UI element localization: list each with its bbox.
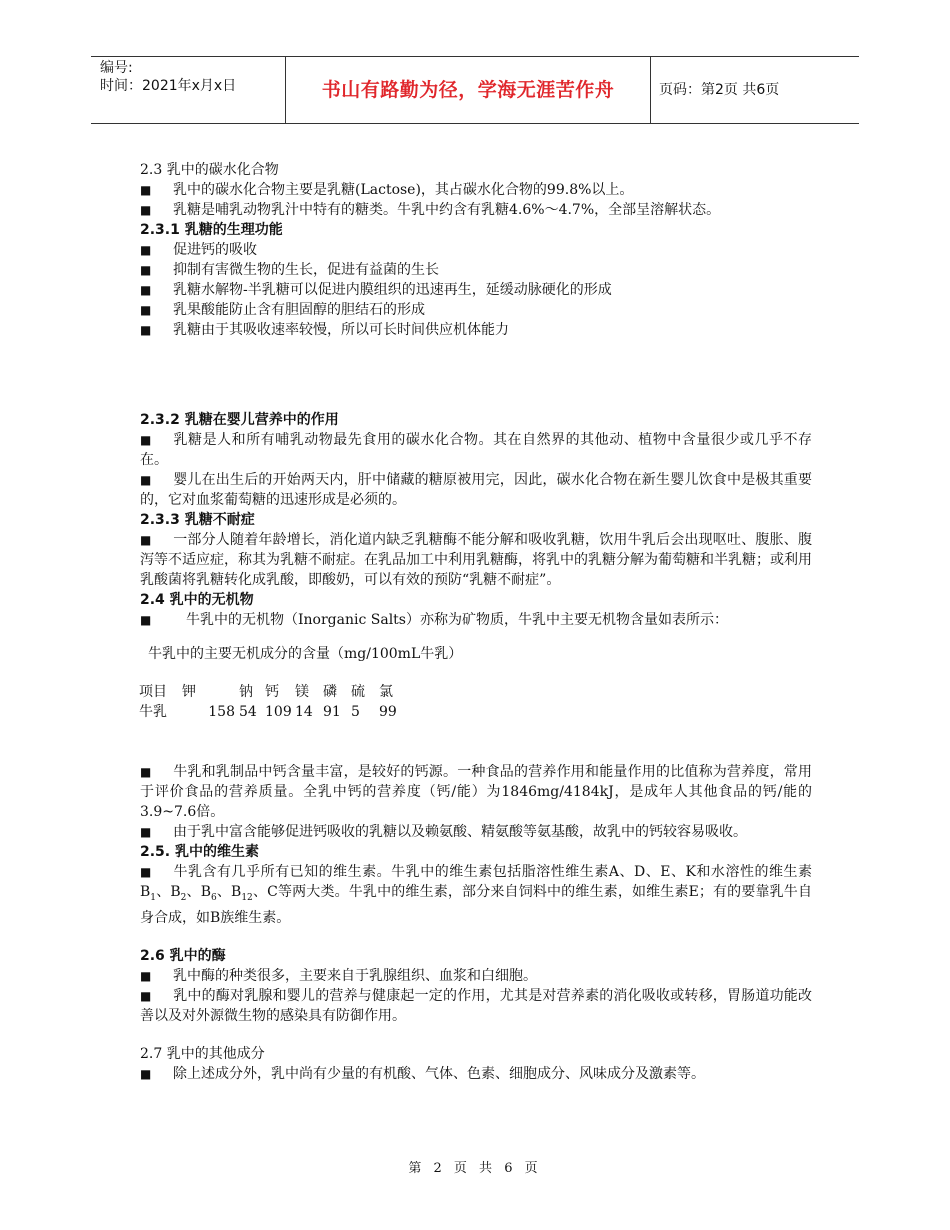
list-item — [140, 260, 812, 280]
paragraph-text: 牛乳含有几乎所有已知的维生素。牛乳中的维生素包括脂溶性维生素A、D、E、K和水溶性的维生素B — [140, 864, 812, 900]
section-title-2-4: 2.4 乳中的无机物 — [140, 592, 254, 608]
bullet-icon: ■ — [140, 283, 152, 297]
section-title-2-5: 2.5. 乳中的维生素 — [140, 844, 259, 860]
bullet-icon: ■ — [140, 433, 152, 447]
bullet-text: 乳糖是哺乳动物乳汁中特有的糖类。牛乳中约含有乳糖4.6%～4.7%，全部呈溶解状态。 — [173, 202, 721, 218]
paragraph — [140, 200, 812, 220]
section-title-2-3-1: 2.3.1 乳糖的生理功能 — [140, 222, 283, 238]
paragraph — [140, 180, 812, 200]
paragraph — [140, 986, 812, 1026]
paragraph — [140, 762, 812, 822]
list-item-text: 乳糖水解物-半乳糖可以促进内膜组织的迅速再生，延缓动脉硬化的形成 — [173, 282, 612, 298]
list-item — [140, 280, 812, 300]
paragraph-text: 乳糖是人和所有哺乳动物最先食用的碳水化合物。其在自然界的其他动、植物中含量很少或几乎不存在。 — [140, 432, 812, 468]
paragraph-text: 、B — [156, 884, 181, 900]
document-body — [140, 160, 812, 1084]
paragraph-text: 乳中的酶对乳腺和婴儿的营养与健康起一定的作用，尤其是对营养素的消化吸收或转移，胃肠道功能改善以及对外源微生物的感染具有防御作用。 — [140, 987, 812, 1024]
bullet-icon: ■ — [140, 303, 152, 317]
subscript: 2 — [180, 892, 187, 903]
bullet-icon: ■ — [140, 263, 152, 277]
table-header-cell: 硫 — [351, 684, 365, 700]
bullet-icon: ■ — [140, 825, 152, 839]
paragraph-text: 、C等两大类。牛乳中的维生素，部分来自饲料中的维生素，如维生素E；有的要靠乳牛自身合成，如B族维生素。 — [140, 884, 812, 926]
bullet-icon: ■ — [140, 765, 152, 779]
paragraph-text: 婴儿在出生后的开始两天内，肝中储藏的糖原被用完，因此，碳水化合物在新生婴儿饮食中是极其重要的，它对血浆葡萄糖的迅速形成是必须的。 — [140, 472, 812, 508]
table-caption: 牛乳中的主要无机成分的含量（mg/100mL牛乳） — [148, 646, 463, 662]
header-motto: 书山有路勤为径，学海无涯苦作舟 — [286, 57, 651, 123]
paragraph — [140, 530, 812, 590]
page-footer: 第 2 页 共 6 页 — [408, 1161, 542, 1176]
list-item-text: 乳糖由于其吸收速率较慢，所以可长时间供应机体能力 — [173, 322, 509, 338]
bullet-icon: ■ — [140, 988, 152, 1003]
table-cell: 牛乳 — [139, 704, 167, 720]
table-cell: 99 — [379, 704, 397, 720]
bullet-icon: ■ — [140, 533, 152, 547]
paragraph — [140, 822, 812, 842]
subscript: 6 — [210, 892, 217, 903]
subscript: 1 — [150, 892, 157, 903]
paragraph — [140, 610, 812, 630]
paragraph — [140, 862, 812, 928]
page-header — [91, 56, 859, 124]
bullet-icon: ■ — [140, 473, 152, 487]
list-item — [140, 240, 812, 260]
table-cell: 91 — [323, 704, 341, 720]
table-cell: 54 — [239, 704, 257, 720]
table-header-cell: 磷 — [323, 684, 337, 700]
table-header-cell: 项目 — [139, 684, 167, 700]
list-item — [140, 300, 812, 320]
list-item-text: 促进钙的吸收 — [173, 242, 257, 258]
paragraph — [140, 430, 812, 470]
paragraph-text: 、B — [216, 884, 242, 900]
table-header-cell: 镁 — [295, 684, 309, 700]
table-header-cell: 钾 — [182, 684, 196, 700]
time-label: 时间：2021年x月x日 — [100, 78, 237, 94]
table-header-cell: 氯 — [379, 684, 393, 700]
bullet-icon: ■ — [140, 203, 152, 217]
subscript: 12 — [241, 892, 253, 903]
table-header-cell: 钙 — [265, 684, 279, 700]
minerals-table — [139, 682, 409, 722]
bullet-icon: ■ — [140, 968, 152, 983]
table-cell: 14 — [295, 704, 313, 720]
table-header-cell: 钠 — [239, 684, 253, 700]
serial-label: 编号: — [100, 60, 133, 76]
section-title-2-3-2: 2.3.2 乳糖在婴儿营养中的作用 — [140, 412, 339, 428]
table-cell: 109 — [265, 704, 292, 720]
table-row — [139, 702, 409, 722]
paragraph — [140, 470, 812, 510]
paragraph-text: 牛乳中的无机物（Inorganic Salts）亦称为矿物质，牛乳中主要无机物含量如表所示： — [186, 612, 728, 628]
bullet-icon: ■ — [140, 323, 152, 337]
bullet-icon: ■ — [140, 183, 152, 197]
bullet-icon: ■ — [140, 865, 152, 879]
bullet-icon: ■ — [140, 1066, 152, 1081]
bullet-icon: ■ — [140, 243, 152, 257]
table-cell: 5 — [351, 704, 360, 720]
paragraph-text: 乳中酶的种类很多，主要来自于乳腺组织、血浆和白细胞。 — [173, 967, 537, 984]
section-title-2-3: 2.3 乳中的碳水化合物 — [140, 162, 279, 178]
header-page-info: 页码：第2页 共6页 — [659, 82, 780, 98]
list-item-text: 抑制有害微生物的生长，促进有益菌的生长 — [173, 262, 439, 278]
paragraph-text: 牛乳和乳制品中钙含量丰富，是较好的钙源。一种食品的营养作用和能量作用的比值称为营养度，常用于评价食品的营养质量。全乳中钙的营养度（钙/能）为1846mg/4184kJ，是成年人其他食品的钙/能的3.9~7.6倍。 — [140, 764, 812, 820]
table-header-row — [139, 682, 409, 702]
header-meta-cell — [91, 57, 286, 123]
section-title-2-3-3: 2.3.3 乳糖不耐症 — [140, 512, 255, 528]
bullet-text: 乳中的碳水化合物主要是乳糖(Lactose)，其占碳水化合物的99.8%以上。 — [173, 182, 634, 198]
paragraph — [140, 966, 812, 986]
paragraph-text: 由于乳中富含能够促进钙吸收的乳糖以及赖氨酸、精氨酸等氨基酸，故乳中的钙较容易吸收。 — [173, 824, 747, 840]
list-item — [140, 320, 812, 340]
paragraph-text: 一部分人随着年龄增长，消化道内缺乏乳糖酶不能分解和吸收乳糖，饮用牛乳后会出现呕吐、腹胀、腹泻等不适应症，称其为乳糖不耐症。在乳品加工中利用乳糖酶，将乳中的乳糖分解为葡萄糖和半乳糖；或利用乳酸菌将乳糖转化成乳酸，即酸奶，可以有效的预防“乳糖不耐症”。 — [140, 532, 812, 588]
list-item-text: 乳果酸能防止含有胆固醇的胆结石的形成 — [173, 302, 425, 318]
paragraph-text: 除上述成分外，乳中尚有少量的有机酸、气体、色素、细胞成分、风味成分及激素等。 — [173, 1065, 705, 1082]
section-title-2-7: 2.7 乳中的其他成分 — [140, 1045, 265, 1062]
paragraph — [140, 1064, 812, 1084]
section-title-2-6: 2.6 乳中的酶 — [140, 947, 226, 964]
bullet-icon: ■ — [140, 613, 152, 627]
paragraph-text: 、B — [186, 884, 211, 900]
table-cell: 158 — [208, 704, 235, 720]
